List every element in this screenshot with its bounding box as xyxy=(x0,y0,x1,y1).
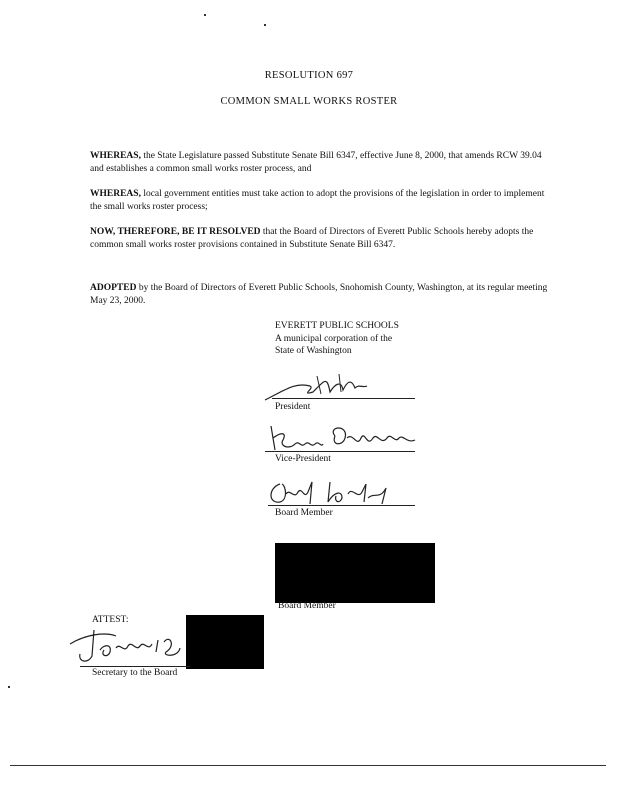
role-president: President xyxy=(275,402,311,412)
redaction-box-secretary xyxy=(186,615,264,669)
scan-speck xyxy=(204,14,206,16)
paragraph-whereas-2 xyxy=(90,188,550,213)
paragraph-body: by the Board of Directors of Everett Public Schools, Snohomish County, Washington, at its regular meeting May 23, 2000. xyxy=(90,283,548,306)
paragraph-whereas-1 xyxy=(90,150,550,175)
paragraph-lead: NOW, THEREFORE, BE IT RESOLVED xyxy=(90,227,261,237)
role-vice-president: Vice-President xyxy=(275,454,331,464)
paragraph-resolved xyxy=(90,226,550,251)
org-name: EVERETT PUBLIC SCHOOLS xyxy=(275,321,399,331)
signature-line-president xyxy=(272,398,415,399)
resolution-title: RESOLUTION 697 xyxy=(264,70,354,81)
paragraph-lead: WHEREAS, xyxy=(90,151,141,161)
redaction-box-board-member xyxy=(275,543,435,603)
handwritten-signature-icon xyxy=(66,622,196,668)
secretary-signature xyxy=(66,622,196,668)
vice-president-signature xyxy=(265,422,425,454)
role-board-member-2: Board Member xyxy=(278,601,336,611)
paragraph-adopted xyxy=(90,282,550,307)
resolution-subtitle: COMMON SMALL WORKS ROSTER xyxy=(220,96,398,107)
signature-line-vice-president xyxy=(265,451,415,452)
paragraph-lead: WHEREAS, xyxy=(90,189,141,199)
board-member-signature xyxy=(264,478,424,508)
handwritten-signature-icon xyxy=(265,422,425,454)
paragraph-body: that the Board of Directors of Everett Public Schools hereby adopts the common small works roster provisions contained in Substitute Senate Bill 6347. xyxy=(90,227,534,250)
scan-speck xyxy=(8,686,10,688)
scan-speck xyxy=(264,24,266,26)
org-line-2: A municipal corporation of the xyxy=(275,333,393,344)
org-line-3: State of Washington xyxy=(275,346,352,356)
signature-line-board-member-1 xyxy=(268,505,415,506)
role-secretary: Secretary to the Board xyxy=(92,668,178,678)
role-board-member-1: Board Member xyxy=(275,508,333,518)
page-bottom-rule xyxy=(10,765,606,766)
attest-label: ATTEST: xyxy=(92,615,129,625)
paragraph-lead: ADOPTED xyxy=(90,283,137,293)
paragraph-body: local government entities must take action to adopt the provisions of the legislation in order to implement the small works roster process; xyxy=(90,189,545,212)
handwritten-signature-icon xyxy=(264,478,424,508)
signature-line-secretary xyxy=(80,666,190,667)
paragraph-body: the State Legislature passed Substitute Senate Bill 6347, effective June 8, 2000, that amends RCW 39.04 and establishes a common small works roster process, and xyxy=(90,151,542,174)
org-block xyxy=(275,320,399,358)
